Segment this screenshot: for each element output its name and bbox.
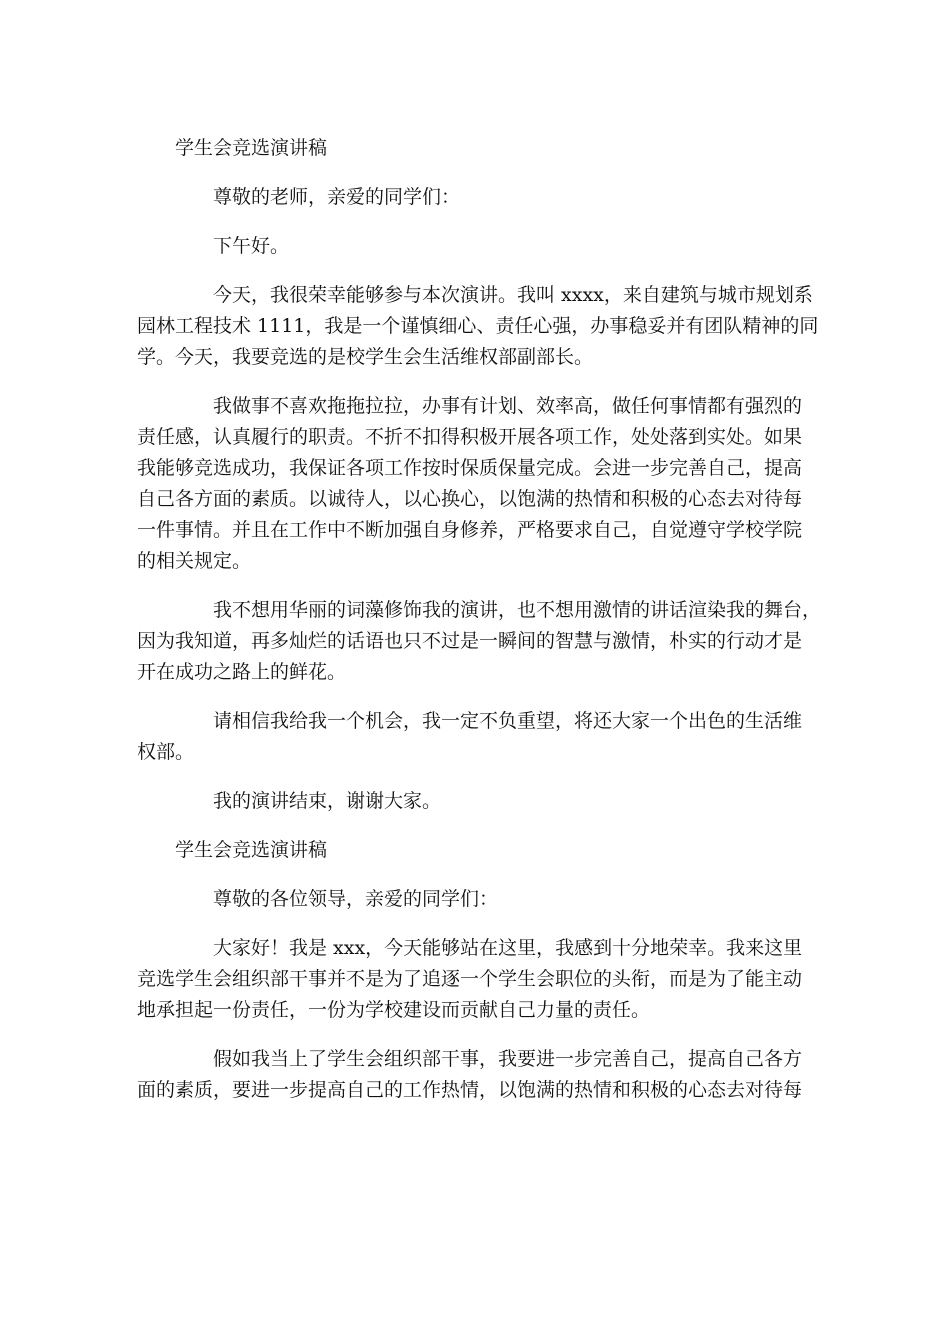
paragraph	[137, 595, 827, 688]
heading-text: 学生会竞选演讲稿	[175, 839, 328, 861]
paragraph-line: 我的演讲结束，谢谢大家。	[213, 790, 442, 812]
paragraph-gap	[137, 262, 827, 280]
paragraph	[137, 1044, 827, 1106]
document-page	[137, 133, 827, 1106]
paragraph-gap	[137, 768, 827, 786]
paragraph-line: 地承担起一份责任，一份为学校建设而贡献自己力量的责任。	[137, 999, 651, 1021]
paragraph	[137, 786, 827, 817]
paragraph-line: 园林工程技术 1111，我是一个谨慎细心、责任心强，办事稳妥并有团队精神的同	[137, 315, 819, 337]
paragraph	[137, 884, 827, 915]
paragraph	[137, 280, 827, 373]
paragraph-line: 因为我知道，再多灿烂的话语也只不过是一瞬间的智慧与激情，朴实的行动才是	[137, 630, 803, 652]
paragraph-gap	[137, 164, 827, 182]
paragraph-gap	[137, 866, 827, 884]
paragraph-line: 我做事不喜欢拖拖拉拉，办事有计划、效率高，做任何事情都有强烈的	[213, 395, 803, 417]
paragraph-line: 的相关规定。	[137, 550, 252, 572]
heading-text: 学生会竞选演讲稿	[175, 137, 328, 159]
paragraph-line: 尊敬的老师，亲爱的同学们：	[213, 186, 461, 208]
paragraph-gap	[137, 213, 827, 231]
section-heading	[137, 835, 827, 866]
paragraph	[137, 933, 827, 1026]
document-body	[137, 133, 827, 1106]
paragraph-line: 大家好！我是 xxx，今天能够站在这里，我感到十分地荣幸。我来这里	[213, 937, 803, 959]
paragraph-line: 一件事情。并且在工作中不断加强自身修养，严格要求自己，自觉遵守学校学院	[137, 519, 803, 541]
section-heading	[137, 133, 827, 164]
paragraph-line: 我能够竞选成功，我保证各项工作按时保质保量完成。会进一步完善自己，提高	[137, 457, 803, 479]
paragraph	[137, 706, 827, 768]
paragraph	[137, 231, 827, 262]
paragraph-line: 今天，我很荣幸能够参与本次演讲。我叫 xxxx，来自建筑与城市规划系	[213, 284, 813, 306]
paragraph	[137, 182, 827, 213]
paragraph-line: 面的素质，要进一步提高自己的工作热情，以饱满的热情和积极的心态去对待每	[137, 1079, 803, 1101]
paragraph-gap	[137, 688, 827, 706]
paragraph-gap	[137, 915, 827, 933]
paragraph-line: 我不想用华丽的词藻修饰我的演讲，也不想用激情的讲话渲染我的舞台，	[213, 599, 822, 621]
paragraph-line: 自己各方面的素质。以诚待人，以心换心，以饱满的热情和积极的心态去对待每	[137, 488, 803, 510]
paragraph-gap	[137, 1026, 827, 1044]
paragraph-line: 假如我当上了学生会组织部干事，我要进一步完善自己，提高自己各方	[213, 1048, 803, 1070]
paragraph-line: 竞选学生会组织部干事并不是为了追逐一个学生会职位的头衔，而是为了能主动	[137, 968, 803, 990]
paragraph-gap	[137, 373, 827, 391]
paragraph-line: 开在成功之路上的鲜花。	[137, 661, 347, 683]
paragraph-line: 权部。	[137, 741, 195, 763]
paragraph	[137, 391, 827, 577]
paragraph-gap	[137, 577, 827, 595]
paragraph-line: 下午好。	[213, 235, 290, 257]
paragraph-line: 责任感，认真履行的职责。不折不扣得积极开展各项工作，处处落到实处。如果	[137, 426, 803, 448]
paragraph-line: 学。今天，我要竞选的是校学生会生活维权部副部长。	[137, 346, 594, 368]
paragraph-line: 尊敬的各位领导，亲爱的同学们：	[213, 888, 499, 910]
paragraph-line: 请相信我给我一个机会，我一定不负重望，将还大家一个出色的生活维	[213, 710, 803, 732]
paragraph-gap	[137, 817, 827, 835]
